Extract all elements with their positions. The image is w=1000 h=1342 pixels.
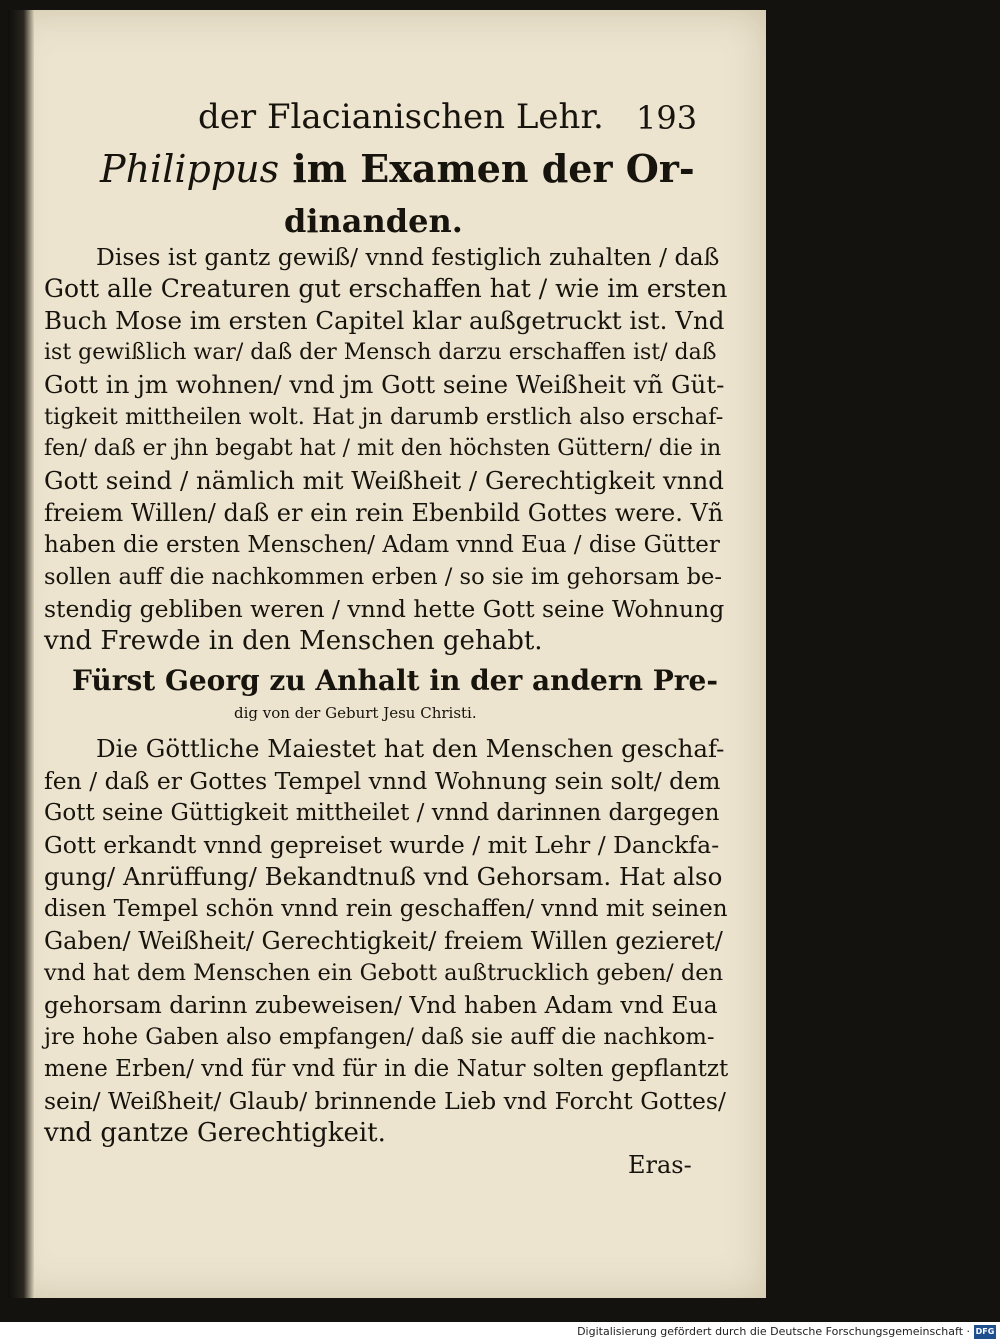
funding-credit: Digitalisierung gefördert durch die Deutsche Forschungsgemeinschaft ·	[577, 1325, 970, 1338]
section-subheading: dig von der Geburt Jesu Christi.	[234, 704, 477, 722]
paragraph-1-line: ist gewißlich war/ daß der Mensch darzu erschaffen ist/ daß	[44, 340, 717, 365]
footer-bar	[0, 1322, 1000, 1342]
paragraph-2-line: disen Tempel schön vnnd rein geschaffen/ vnnd mit seinen	[44, 896, 728, 922]
catchword: Eras-	[628, 1151, 692, 1179]
paragraph-1-line: freiem Willen/ daß er ein rein Ebenbild Gottes were. Vñ	[44, 499, 724, 527]
paragraph-2-line: Gaben/ Weißheit/ Gerechtigkeit/ freiem Willen gezieret/	[44, 927, 723, 955]
paragraph-2-line: Gott seine Güttigkeit mittheilet / vnnd darinnen dargegen	[44, 800, 720, 826]
page-number: 193	[636, 99, 698, 137]
paragraph-1-line: Dises ist gantz gewiß/ vnnd festiglich zuhalten / daß	[96, 243, 720, 271]
paragraph-2-line: jre hohe Gaben also empfangen/ daß sie auff die nachkom-	[44, 1024, 715, 1050]
paragraph-2-line: fen / daß er Gottes Tempel vnnd Wohnung sein solt/ dem	[44, 767, 721, 795]
paragraph-2-line: vnd hat dem Menschen ein Gebott außtrucklich geben/ den	[44, 960, 724, 986]
paragraph-1-line: sollen auff die nachkommen erben / so sie im gehorsam be-	[44, 564, 722, 590]
paragraph-2-line: gehorsam darinn zubeweisen/ Vnd haben Adam vnd Eua	[44, 991, 718, 1019]
paragraph-1-line: Gott alle Creaturen gut erschaffen hat / wie im ersten	[44, 274, 728, 303]
paragraph-1-line: Buch Mose im ersten Capitel klar außgetruckt ist. Vnd	[44, 306, 725, 335]
paragraph-1-line: haben die ersten Menschen/ Adam vnnd Eua / dise Gütter	[44, 532, 720, 558]
paragraph-1-line: Gott in jm wohnen/ vnd jm Gott seine Weißheit vñ Güt-	[44, 370, 725, 399]
section-heading-philippus	[100, 148, 695, 190]
paragraph-1-line: tigkeit mittheilen wolt. Hat jn darumb erstlich also erschaf-	[44, 404, 724, 430]
page-text	[8, 10, 766, 1298]
heading-name: Philippus	[100, 147, 280, 191]
paragraph-2-line: Die Göttliche Maiestet hat den Menschen geschaf-	[96, 734, 725, 763]
paragraph-2-line: gung/ Anrüffung/ Bekandtnuß vnd Gehorsam. Hat also	[44, 862, 723, 891]
paragraph-1-line: fen/ daß er jhn begabt hat / mit den höchsten Güttern/ die in	[44, 436, 722, 461]
section-heading-continuation: dinanden.	[284, 202, 463, 240]
paragraph-2-line: vnd gantze Gerechtigkeit.	[44, 1118, 386, 1148]
paragraph-2-line: sein/ Weißheit/ Glaub/ brinnende Lieb vnd Forcht Gottes/	[44, 1087, 726, 1115]
paragraph-1-line: vnd Frewde in den Menschen gehabt.	[44, 626, 543, 656]
running-header: der Flacianischen Lehr.	[198, 97, 604, 137]
paper-page	[8, 10, 766, 1298]
dfg-logo-icon: DFG	[974, 1325, 996, 1339]
paragraph-1-line: Gott seind / nämlich mit Weißheit / Gerechtigkeit vnnd	[44, 466, 724, 495]
paragraph-2-line: mene Erben/ vnd für vnd für in die Natur solten gepflantzt	[44, 1056, 729, 1082]
paragraph-1-line: stendig gebliben weren / vnnd hette Gott seine Wohnung	[44, 595, 725, 623]
heading-text: im Examen der Or-	[292, 146, 695, 191]
paragraph-2-line: Gott erkandt vnnd gepreiset wurde / mit Lehr / Danckfa-	[44, 831, 720, 859]
section-heading-georg: Fürst Georg zu Anhalt in der andern Pre-	[72, 664, 718, 697]
